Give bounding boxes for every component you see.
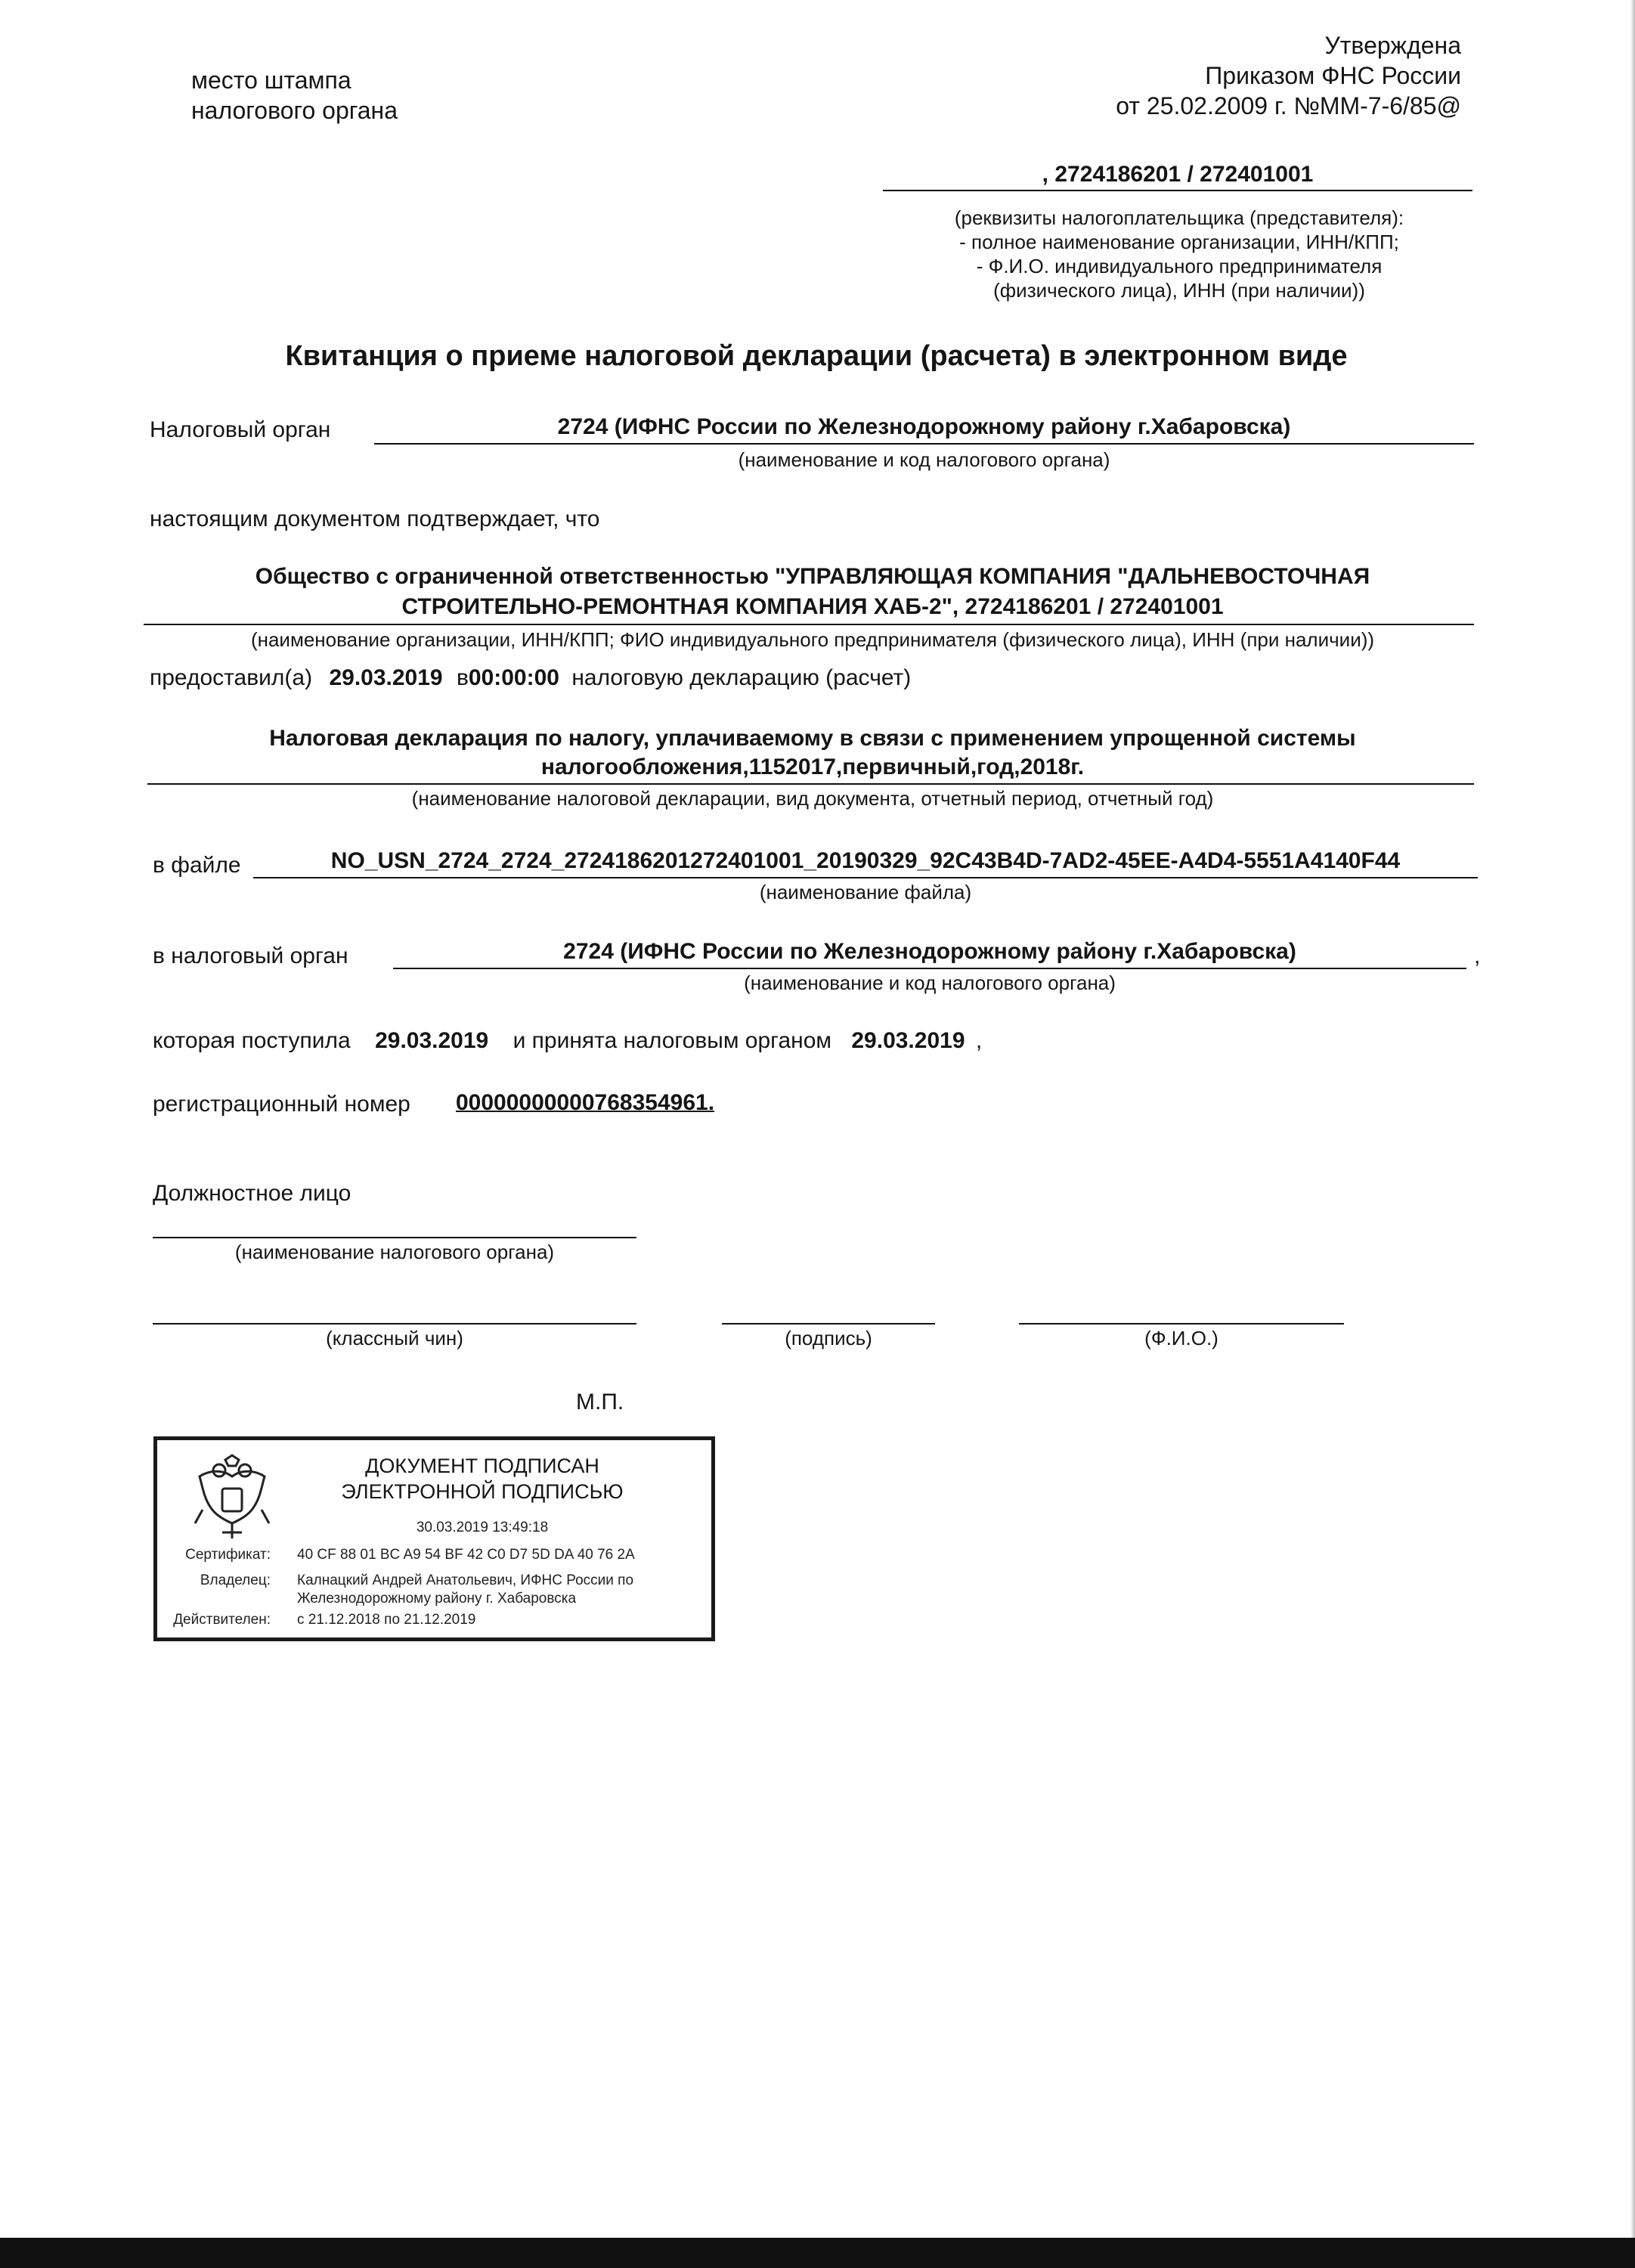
scan-edge bbox=[1630, 0, 1635, 2238]
taxpayer-requisites-line bbox=[883, 190, 1472, 191]
reg-label: регистрационный номер bbox=[153, 1092, 410, 1117]
file-label: в файле bbox=[153, 853, 241, 878]
stamp-valid-label: Действителен: bbox=[173, 1612, 271, 1628]
stamp-owner-line-2: Железнодорожному району г. Хабаровска bbox=[297, 1591, 577, 1606]
to-authority-line bbox=[393, 968, 1466, 969]
stamp-datetime: 30.03.2019 13:49:18 bbox=[416, 1520, 549, 1535]
tax-authority-caption: (наименование и код налогового органа) bbox=[738, 448, 1110, 471]
scan-bottom-border bbox=[0, 2238, 1635, 2268]
coat-of-arms-icon bbox=[192, 1454, 272, 1543]
received-date: 29.03.2019 bbox=[375, 1028, 489, 1053]
stamp-title-2: ЭЛЕКТРОННОЙ ПОДПИСЬЮ bbox=[341, 1480, 624, 1503]
reg-number: 00000000000768354961. bbox=[456, 1090, 715, 1115]
confirms-text: настоящим документом подтверждает, что bbox=[150, 507, 600, 531]
submitted-row bbox=[150, 664, 911, 692]
authority-caption: (наименование налогового органа) bbox=[234, 1241, 555, 1263]
approved-line-1: Утверждена bbox=[1324, 32, 1461, 59]
taxpayer-hint-3: - Ф.И.О. индивидуального предпринимателя bbox=[976, 255, 1383, 277]
submitted-time: 00:00:00 bbox=[468, 665, 559, 690]
stamp-cert-value: 40 CF 88 01 BC A9 54 BF 42 C0 D7 5D DA 40 76 2A bbox=[297, 1547, 635, 1563]
submitted-at: в bbox=[456, 665, 469, 690]
stamp-place-label-2: налогового органа bbox=[191, 97, 398, 124]
organization-line-1: Общество с ограниченной ответственностью "УПРАВЛЯЮЩАЯ КОМПАНИЯ "ДАЛЬНЕВОСТОЧНАЯ bbox=[255, 564, 1370, 589]
taxpayer-hint-4: (физического лица), ИНН (при наличии)) bbox=[993, 279, 1365, 302]
stamp-place-label-1: место штампа bbox=[191, 67, 351, 94]
authority-line bbox=[153, 1237, 636, 1238]
to-authority-caption: (наименование и код налогового органа) bbox=[744, 971, 1116, 994]
fio-line bbox=[1019, 1323, 1344, 1325]
submitted-label: предоставил(а) bbox=[150, 665, 313, 690]
accepted-date: 29.03.2019 bbox=[851, 1028, 965, 1053]
official-label: Должностное лицо bbox=[153, 1181, 351, 1206]
submitted-date: 29.03.2019 bbox=[329, 665, 443, 690]
received-label: которая поступила bbox=[153, 1028, 351, 1053]
tax-authority-line bbox=[374, 443, 1474, 445]
signature-line bbox=[722, 1323, 935, 1325]
organization-line bbox=[144, 624, 1474, 625]
taxpayer-requisites: , 2724186201 / 272401001 bbox=[1042, 162, 1314, 187]
to-authority-label: в налоговый орган bbox=[153, 943, 348, 968]
tax-authority-label: Налоговый орган bbox=[150, 417, 331, 442]
submitted-suffix: налоговую декларацию (расчет) bbox=[571, 665, 912, 690]
file-caption: (наименование файла) bbox=[759, 881, 972, 903]
organization-line-2: СТРОИТЕЛЬНО-РЕМОНТНАЯ КОМПАНИЯ ХАБ-2", 2724186201 / 272401001 bbox=[401, 594, 1224, 619]
stamp-valid-value: с 21.12.2018 по 21.12.2019 bbox=[297, 1612, 476, 1628]
stamp-cert-label: Сертификат: bbox=[185, 1547, 271, 1563]
stamp-owner-line-1: Калнацкий Андрей Анатольевич, ИФНС России по bbox=[297, 1572, 634, 1588]
tax-authority-value: 2724 (ИФНС России по Железнодорожному району г.Хабаровска) bbox=[557, 414, 1291, 439]
approved-line-2: Приказом ФНС России bbox=[1205, 62, 1461, 89]
accepted-label: и принята налоговым органом bbox=[512, 1028, 832, 1053]
document-title: Квитанция о приеме налоговой декларации (расчета) в электронном виде bbox=[285, 340, 1348, 372]
file-line bbox=[253, 877, 1478, 878]
stamp-title-1: ДОКУМЕНТ ПОДПИСАН bbox=[365, 1455, 599, 1477]
declaration-line-1: Налоговая декларация по налогу, уплачиваемому в связи с применением упрощенной системы bbox=[269, 726, 1356, 751]
rank-caption: (классный чин) bbox=[326, 1327, 463, 1349]
declaration-line bbox=[147, 783, 1474, 785]
seal-mark: М.П. bbox=[576, 1390, 624, 1414]
taxpayer-hint-1: (реквизиты налогоплательщика (представителя): bbox=[954, 206, 1404, 229]
to-authority-comma: , bbox=[1474, 943, 1481, 968]
declaration-line-2: налогообложения,1152017,первичный,год,2018г. bbox=[540, 754, 1085, 779]
accepted-comma: , bbox=[975, 1028, 983, 1053]
declaration-caption: (наименование налоговой декларации, вид документа, отчетный период, отчетный год) bbox=[411, 787, 1214, 810]
to-authority-value: 2724 (ИФНС России по Железнодорожному району г.Хабаровска) bbox=[563, 939, 1296, 964]
approved-line-3: от 25.02.2009 г. №ММ-7-6/85@ bbox=[1116, 92, 1461, 119]
taxpayer-hint-2: - полное наименование организации, ИНН/КПП; bbox=[959, 231, 1399, 253]
signature-caption: (подпись) bbox=[785, 1327, 872, 1349]
rank-line bbox=[153, 1323, 636, 1325]
received-row bbox=[153, 1027, 982, 1055]
e-signature-stamp bbox=[153, 1436, 715, 1641]
stamp-owner-label: Владелец: bbox=[200, 1572, 271, 1588]
organization-caption: (наименование организации, ИНН/КПП; ФИО индивидуального предпринимателя (физического лица), ИНН (при наличии)) bbox=[250, 628, 1375, 651]
fio-caption: (Ф.И.О.) bbox=[1144, 1327, 1219, 1349]
file-value: NO_USN_2724_2724_2724186201272401001_20190329_92C43B4D-7AD2-45EE-A4D4-5551A4140F44 bbox=[330, 848, 1401, 873]
